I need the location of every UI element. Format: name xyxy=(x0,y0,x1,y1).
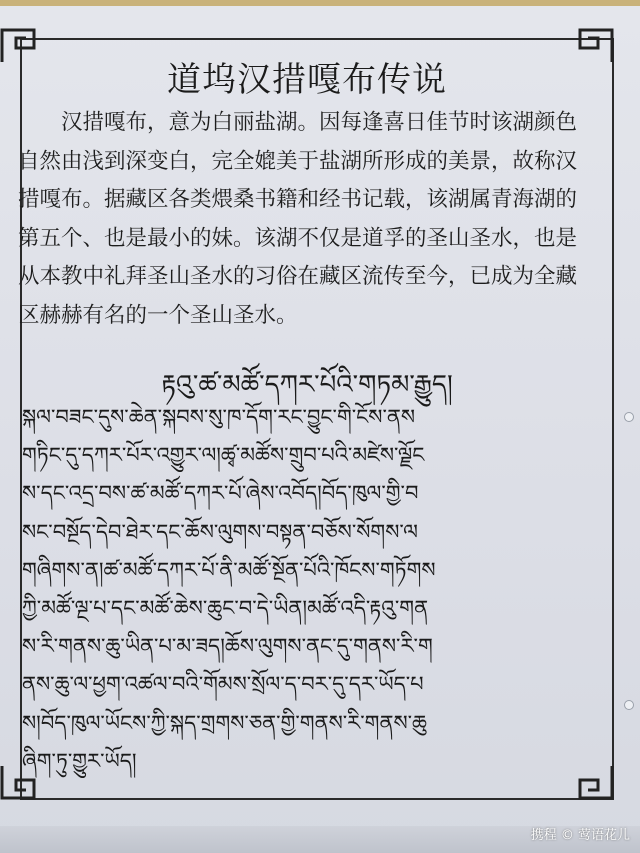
tibetan-text-line: གཏིང་དུ་དཀར་པོར་འགྱུར་ལ།ཚྭ་མཚོས་གྲུབ་པའི་མཛེས་ལྗོང xyxy=(22,443,425,468)
chinese-text-line: 第五个、也是最小的妹。该湖不仅是道孚的圣山圣水，也是 xyxy=(18,225,578,251)
tibetan-text-line: ས་དང་འདྲ་བས་ཚ་མཚོ་དཀར་པོ་ཞེས་འབོད།བོད་ཁུལ་གྱི་བ xyxy=(22,481,419,506)
chinese-text-line: 区赫赫有名的一个圣山圣水。 xyxy=(18,302,298,328)
mounting-rivet xyxy=(624,412,634,422)
tibetan-text-line: ནས་ཆུ་ལ་ཕྱག་འཚལ་བའི་གོམས་སྲོལ་ད་བར་དུ་དར་ཡོད་པ xyxy=(22,672,424,697)
chinese-text-line: 汉措嘎布，意为白丽盐湖。因每逢喜日佳节时该湖颜色 xyxy=(18,110,578,135)
watermark-text: 携程 © 莺语花儿 xyxy=(530,828,630,843)
tibetan-text-line: ཞིག་ཏུ་གྱུར་ཡོད། xyxy=(22,748,137,773)
tibetan-text-line: ས་རི་གནས་ཆུ་ཡིན་པ་མ་ཟད།ཆོས་ལུགས་ནང་དུ་གནས་རི་ག xyxy=(22,634,433,659)
tibetan-text-line: སང་བསྔོད་དེབ་ཐེར་དང་ཆོས་ལུགས་བསྟན་བཅོས་སོགས་ལ xyxy=(22,519,418,544)
sign-title: 道坞汉措嘎布传说 xyxy=(167,60,447,100)
chinese-text-line: 从本教中礼拜圣山圣水的习俗在藏区流传至今，已成为全藏 xyxy=(18,264,578,290)
tibetan-text-line: ས།བོད་ཁུལ་ཡོངས་ཀྱི་སྐད་གྲགས་ཅན་གྱི་གནས་རི་གནས་ཆུ xyxy=(22,710,427,735)
tibetan-text-line: གཞིགས་ན།ཚ་མཚོ་དཀར་པོ་ནི་མཚོ་སྔོན་པོའི་ཁོངས་གཏོགས xyxy=(22,557,436,582)
tibetan-body-text xyxy=(22,398,607,780)
tibetan-text-line: ཀྱི་མཚོ་ལྔ་པ་དང་མཚོ་ཆེས་ཆུང་བ་དེ་ཡིན།མཚོ་འདི་རྟའུ་གན xyxy=(22,595,429,620)
sign-top-edge xyxy=(0,0,640,6)
chinese-body-text xyxy=(18,104,608,336)
chinese-text-line: 自然由浅到深变白，完全媲美于盐湖所形成的美景，故称汉 xyxy=(18,148,578,174)
mounting-rivet xyxy=(624,700,634,710)
tibetan-text-line: སྐལ་བཟང་དུས་ཆེན་སྐབས་སུ་ཁ་དོག་རང་བྱུང་གི་ངོས་ནས xyxy=(22,405,416,429)
chinese-text-line: 措嘎布。据藏区各类煨桑书籍和经书记载，该湖属青海湖的 xyxy=(18,187,578,213)
tibetan-title: རྟའུ་ཚ་མཚོ་དཀར་པོའི་གཏམ་རྒྱུད། xyxy=(161,370,453,400)
